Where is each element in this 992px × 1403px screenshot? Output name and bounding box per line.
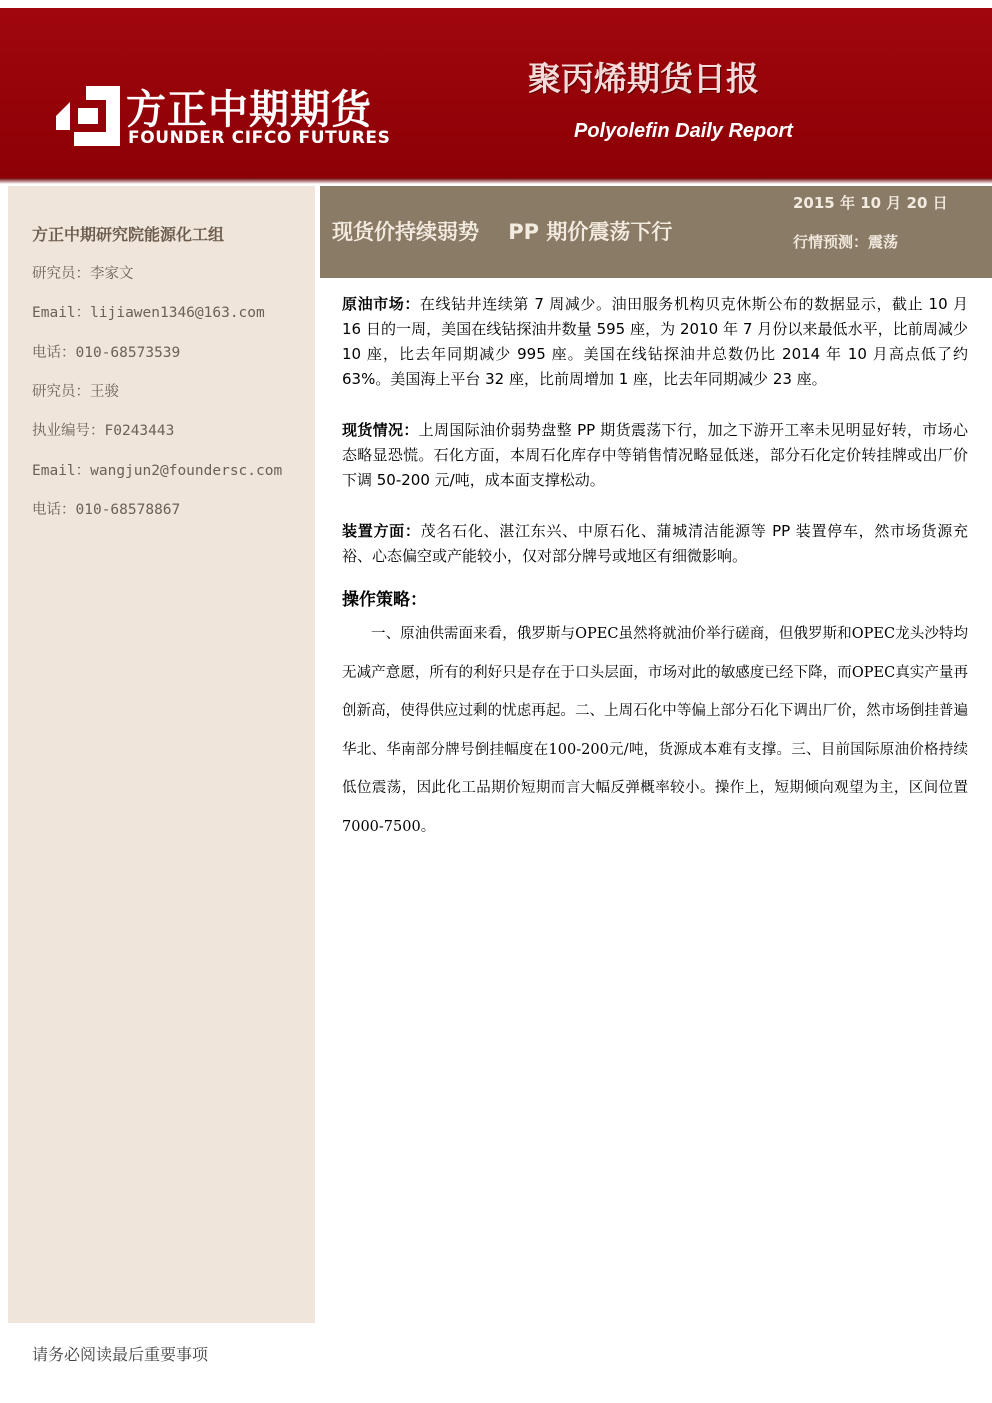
- founder-logo-icon: [56, 86, 120, 146]
- section-label: 装置方面：: [342, 522, 421, 540]
- plant-paragraph: [342, 519, 968, 569]
- disclaimer-note: 请务必阅读最后重要事项: [32, 1345, 209, 1364]
- company-logo-english: FOUNDER CIFCO FUTURES: [128, 128, 391, 148]
- spot-paragraph: [342, 418, 968, 493]
- company-logo-chinese: 方正中期期货: [126, 87, 372, 133]
- report-date: 2015 年 10 月 20 日: [793, 194, 948, 212]
- researcher-email: Email：wangjun2@foundersc.com: [32, 463, 283, 479]
- headline: 现货价持续弱势 PP 期价震荡下行: [332, 220, 673, 244]
- section-label: 现货情况：: [342, 421, 419, 439]
- report-body: [342, 292, 968, 846]
- report-subtitle: Polyolefin Daily Report: [574, 120, 793, 142]
- research-group-name: 方正中期研究院能源化工组: [32, 225, 225, 244]
- researcher-name: 研究员：李家文: [32, 266, 134, 282]
- researcher-email: Email：lijiawen1346@163.com: [32, 305, 265, 321]
- report-title: 聚丙烯期货日报: [528, 59, 759, 98]
- market-forecast: 行情预测：震荡: [793, 233, 899, 251]
- strategy-heading: 操作策略：: [342, 590, 427, 610]
- license-number: 执业编号：F0243443: [32, 423, 175, 439]
- section-label: 原油市场：: [342, 295, 420, 313]
- researcher-phone: 电话：010-68578867: [32, 502, 181, 518]
- strategy-paragraph: 一、原油供需面来看，俄罗斯与OPEC虽然将就油价举行磋商，但俄罗斯和OPEC龙头沙特均无减产意愿，所有的利好只是存在于口头层面，市场对此的敏感度已经下降，而OPEC真实产量再创新高，使得供应过剩的忧虑再起。二、上周石化中等偏上部分石化下调出厂价，然市场倒挂普遍华北、华南部分牌号倒挂幅度在100-200元/吨，货源成本难有支撑。三、目前国际原油价格持续低位震荡，因此化工品期价短期而言大幅反弹概率较小。操作上，短期倾向观望为主，区间位置7000-7500。: [342, 626, 968, 835]
- crude-oil-paragraph: [342, 292, 968, 392]
- researcher-phone: 电话：010-68573539: [32, 345, 181, 361]
- researcher-name: 研究员：王骏: [32, 384, 119, 400]
- section-text: 在线钻井连续第 7 周减少。油田服务机构贝克休斯公布的数据显示，截止 10 月 16 日的一周，美国在线钻探油井数量 595 座，为 2010 年 7 月份以来最低水平，比前周减少 10 座，比去年同期减少 995 座。美国在线钻探油井总数仍比 2014 年 10 月高点低了约 63%。美国海上平台 32 座，比前周增加 1 座，比去年同期减少 23 座。: [342, 295, 968, 388]
- header-shadow: [0, 178, 992, 184]
- section-text: 上周国际油价弱势盘整 PP 期货震荡下行，加之下游开工率未见明显好转，市场心态略显恐慌。石化方面，本周石化库存中等销售情况略显低迷，部分石化定价转挂牌或出厂价下调 50-200 元/吨，成本面支撑松动。: [342, 421, 968, 489]
- section-text: 茂名石化、湛江东兴、中原石化、蒲城清洁能源等 PP 装置停车，然市场货源充裕、心态偏空或产能较小，仅对部分牌号或地区有细微影响。: [342, 522, 968, 565]
